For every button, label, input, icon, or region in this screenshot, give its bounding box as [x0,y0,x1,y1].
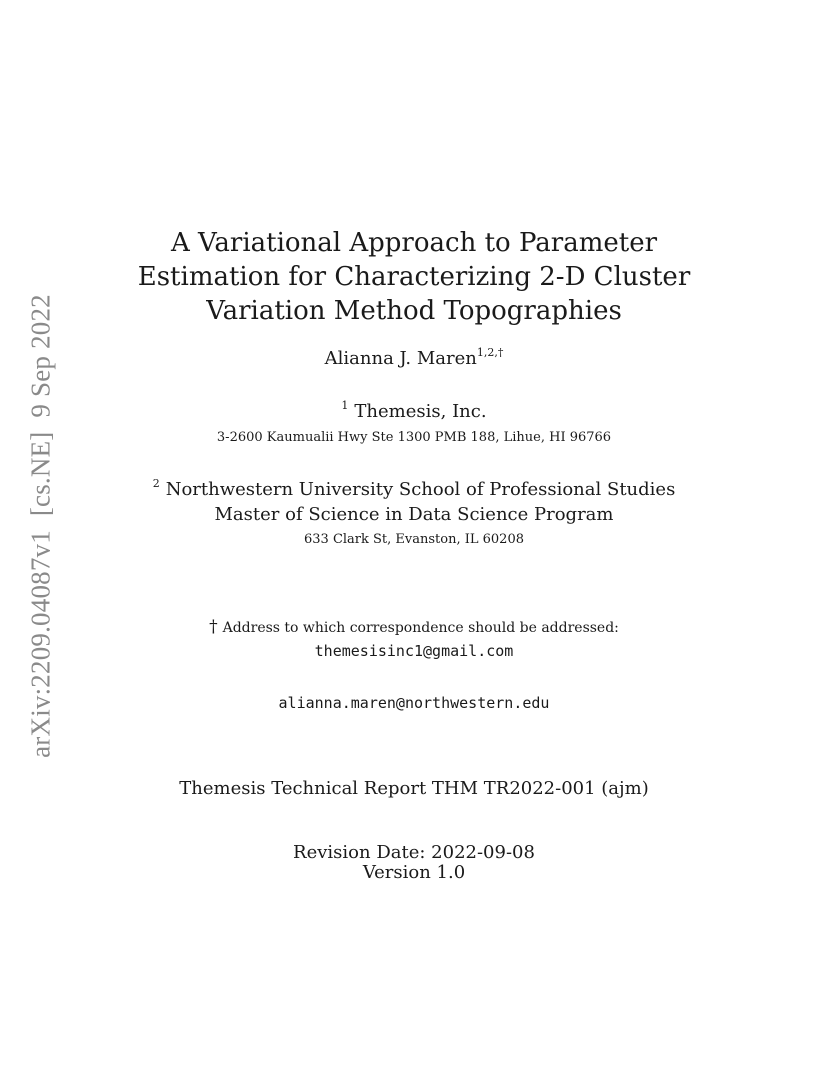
affiliation-2-department: Master of Science in Data Science Program [214,504,614,525]
affiliation-2-label: Northwestern University School of Professional Studies [165,479,676,500]
author-line [0,346,828,372]
affiliation-1-address: 3-2600 Kaumualii Hwy Ste 1300 PMB 188, Lihue, HI 96766 [216,430,612,445]
title-line-1: A Variational Approach to Parameter [170,228,658,258]
email-northwestern[interactable]: alianna.maren@northwestern.edu [278,694,550,712]
arxiv-category: [cs.NE] [25,431,56,517]
arxiv-id: arXiv:2209.04087v1 [25,530,56,758]
revision-date: Revision Date: 2022-09-08 [293,842,535,863]
affiliation-2-address: 633 Clark St, Evanston, IL 60208 [304,532,524,547]
affiliation-2-name [0,478,828,502]
dagger-symbol: † [209,617,218,637]
author-name: Alianna J. Maren [324,348,477,369]
paper-title [0,226,828,328]
arxiv-date: 9 Sep 2022 [25,294,56,418]
technical-report-id: Themesis Technical Report THM TR2022-001 (ajm) [179,778,649,799]
affiliation-2-mark: 2 [152,477,160,490]
affiliation-1-mark: 1 [341,399,349,412]
correspondence-note [0,617,828,638]
affiliation-1-label: Themesis, Inc. [354,401,487,422]
affiliation-1-name [0,400,828,424]
version-label: Version 1.0 [362,862,466,883]
correspondence-text: Address to which correspondence should be addressed: [222,620,619,636]
title-line-2: Estimation for Characterizing 2-D Cluster [137,262,691,292]
email-themesis[interactable]: themesisinc1@gmail.com [314,642,514,660]
title-line-3: Variation Method Topographies [206,296,622,326]
author-affiliation-marks: 1,2,† [476,346,504,359]
